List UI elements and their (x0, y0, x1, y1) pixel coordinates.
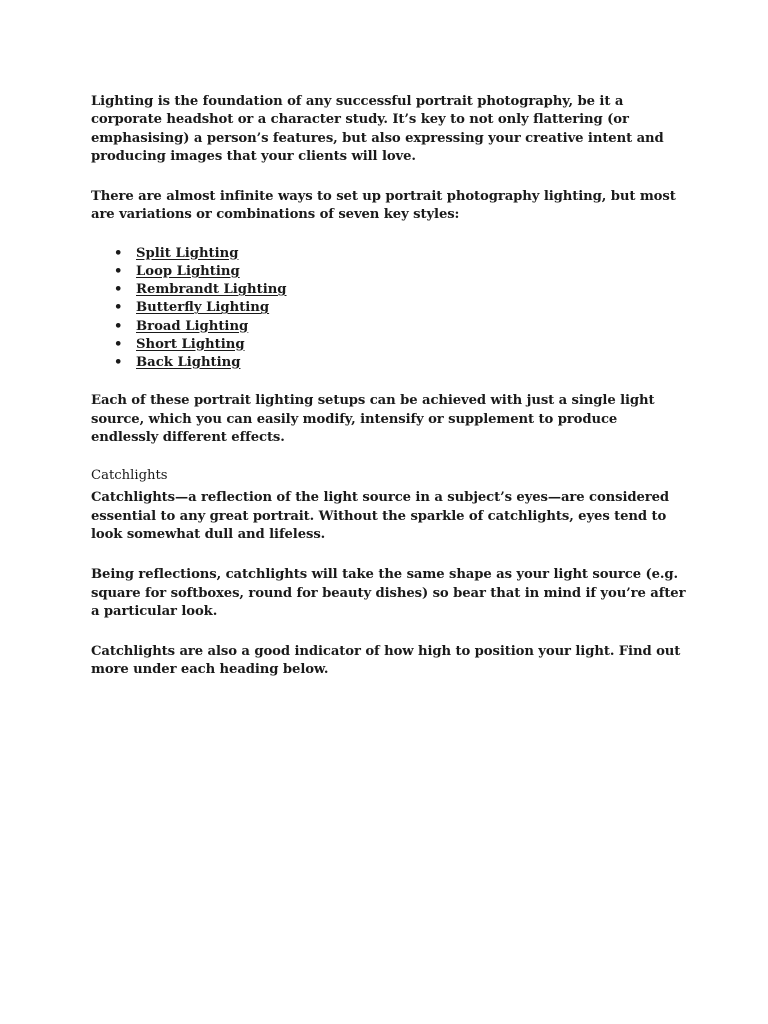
catchlights-paragraph: Catchlights—a reflection of the light source in a subject’s eyes—are considered essential to any great portrait. Without the sparkle of catchlights, eyes tend to look somewhat dull and lifeless. (91, 490, 670, 542)
catchlights-heading: Catchlights (91, 468, 168, 484)
document-body (91, 93, 687, 702)
list-item (114, 354, 687, 372)
catchlights-shape-paragraph: Being reflections, catchlights will take the same shape as your light source (e.g. square for softboxes, round for beauty dishes) so bear that in mind if you’re after a particular look. (91, 567, 686, 619)
link-split-lighting[interactable]: Split Lighting (136, 245, 239, 261)
list-item (114, 318, 687, 336)
catchlights-position-paragraph: Catchlights are also a good indicator of how high to position your light. Find out more under each heading below. (91, 644, 681, 678)
list-item (114, 263, 687, 281)
setups-paragraph: Each of these portrait lighting setups can be achieved with just a single light source, which you can easily modify, intensify or supplement to produce endlessly different effects. (91, 393, 655, 445)
list-item (114, 299, 687, 317)
bullet-icon: • (114, 355, 123, 370)
link-broad-lighting[interactable]: Broad Lighting (136, 318, 249, 334)
list-item (114, 336, 687, 354)
bullet-icon: • (114, 263, 123, 279)
bullet-icon: • (114, 300, 123, 316)
bullet-icon: • (114, 245, 123, 261)
link-rembrandt-lighting[interactable]: Rembrandt Lighting (136, 282, 287, 298)
bullet-icon: • (114, 336, 123, 352)
link-short-lighting[interactable]: Short Lighting (136, 336, 245, 352)
styles-intro-paragraph: There are almost infinite ways to set up portrait photography lighting, but most are variations or combinations of seven key styles: (91, 189, 676, 223)
bullet-icon: • (114, 318, 123, 334)
bullet-icon: • (114, 282, 123, 298)
link-back-lighting[interactable]: Back Lighting (136, 355, 241, 370)
link-loop-lighting[interactable]: Loop Lighting (136, 263, 240, 279)
list-item (114, 281, 687, 299)
list-item (114, 245, 687, 263)
intro-paragraph: Lighting is the foundation of any successful portrait photography, be it a corporate headshot or a character study. It’s key to not only flattering (or emphasising) a person’s features, but also expressing your creative intent and producing images that your clients will love. (91, 94, 664, 164)
link-butterfly-lighting[interactable]: Butterfly Lighting (136, 300, 270, 316)
lighting-styles-list (91, 245, 687, 372)
